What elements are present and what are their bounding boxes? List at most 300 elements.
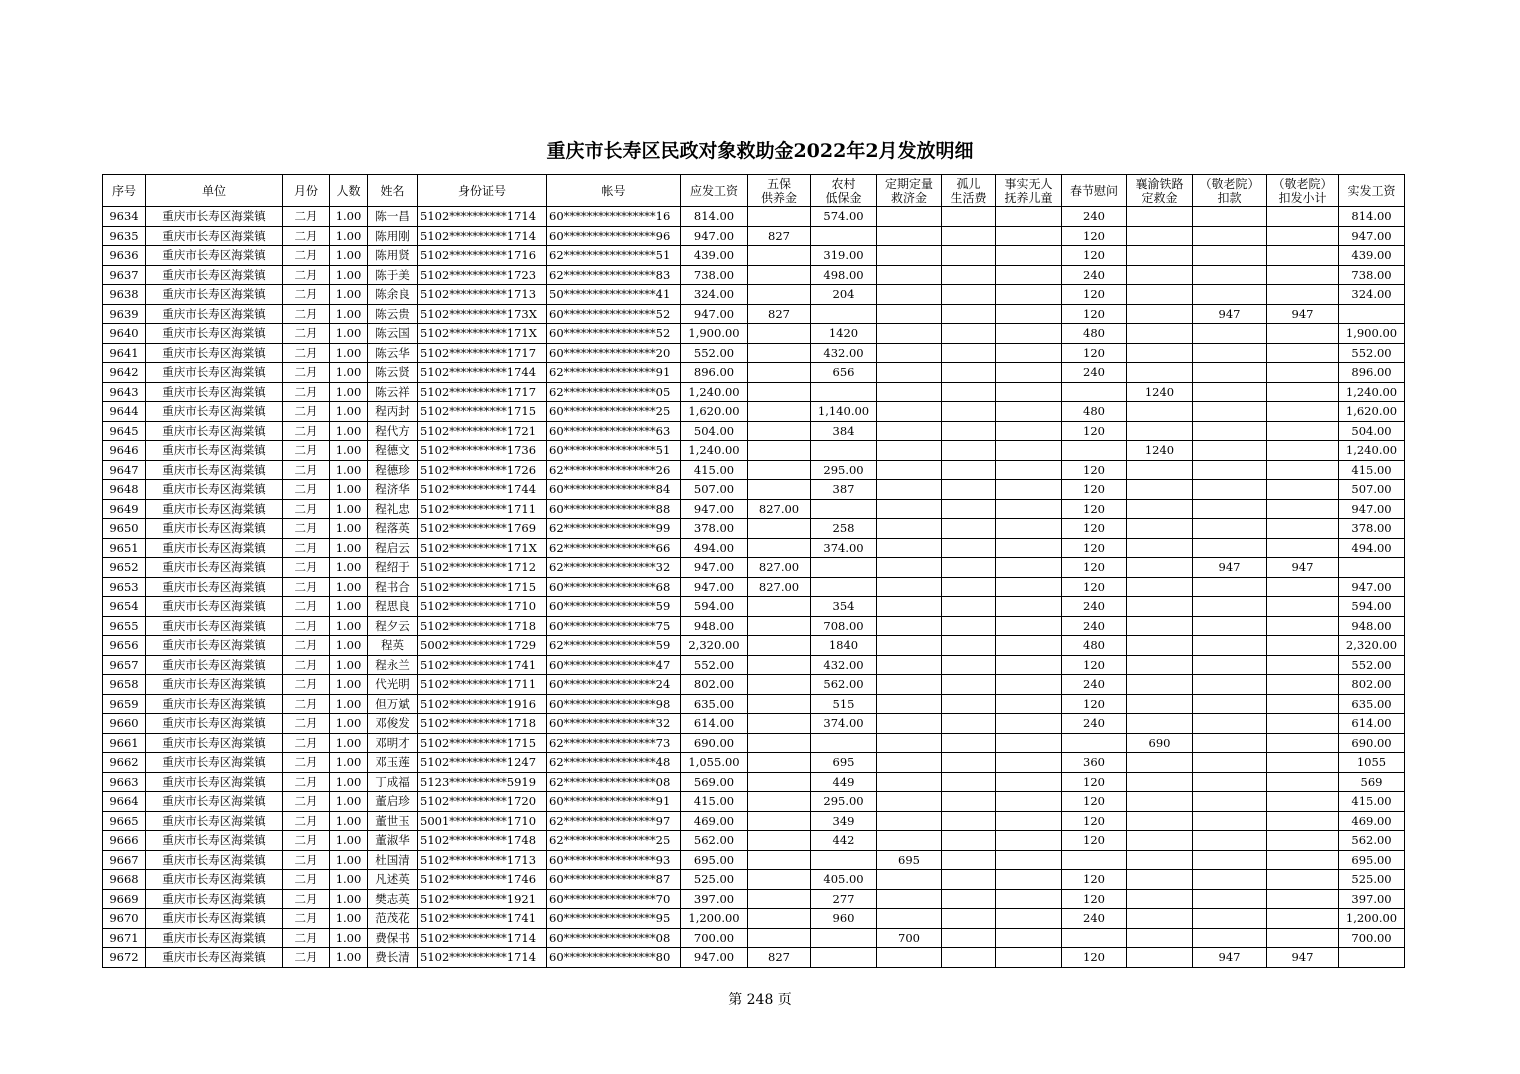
table-cell: 1.00 — [330, 499, 368, 519]
table-row — [103, 928, 1405, 948]
table-row — [103, 382, 1405, 402]
table-cell: 二月 — [283, 480, 330, 500]
table-cell — [942, 460, 996, 480]
table-cell — [1062, 382, 1127, 402]
table-cell — [748, 363, 811, 383]
table-cell: 387 — [811, 480, 877, 500]
table-cell — [748, 889, 811, 909]
table-cell: 415.00 — [681, 792, 748, 812]
table-cell: 重庆市长寿区海棠镇 — [146, 207, 283, 227]
table-cell: 60****************87 — [547, 870, 681, 890]
table-cell — [748, 421, 811, 441]
table-cell: 5102**********1748 — [418, 831, 547, 851]
table-cell: 5102**********1717 — [418, 382, 547, 402]
table-cell: 重庆市长寿区海棠镇 — [146, 811, 283, 831]
table-cell — [942, 499, 996, 519]
table-cell — [996, 343, 1062, 363]
table-row — [103, 733, 1405, 753]
table-cell: 1055 — [1339, 753, 1405, 773]
table-cell: 二月 — [283, 753, 330, 773]
table-row — [103, 831, 1405, 851]
table-row — [103, 792, 1405, 812]
column-header: 农村 低保金 — [811, 175, 877, 207]
table-cell: 1.00 — [330, 753, 368, 773]
table-cell: 9660 — [103, 714, 146, 734]
table-cell: 程绍于 — [368, 558, 418, 578]
table-cell: 9654 — [103, 597, 146, 617]
table-cell: 9636 — [103, 246, 146, 266]
table-cell — [1193, 675, 1267, 695]
table-cell: 60****************59 — [547, 597, 681, 617]
table-cell: 代光明 — [368, 675, 418, 695]
table-cell: 重庆市长寿区海棠镇 — [146, 558, 283, 578]
table-cell — [1127, 792, 1193, 812]
table-cell: 2,320.00 — [1339, 636, 1405, 656]
table-cell — [1267, 733, 1339, 753]
table-cell: 120 — [1062, 889, 1127, 909]
table-cell: 449 — [811, 772, 877, 792]
table-cell: 120 — [1062, 304, 1127, 324]
table-row — [103, 226, 1405, 246]
table-cell: 二月 — [283, 499, 330, 519]
table-cell: 重庆市长寿区海棠镇 — [146, 499, 283, 519]
table-row — [103, 889, 1405, 909]
table-cell: 陈云国 — [368, 324, 418, 344]
table-cell — [996, 304, 1062, 324]
table-header-row — [103, 175, 1405, 207]
column-header: 实发工资 — [1339, 175, 1405, 207]
table-cell: 60****************75 — [547, 616, 681, 636]
table-cell: 陈余良 — [368, 285, 418, 305]
table-cell: 349 — [811, 811, 877, 831]
table-cell — [1127, 343, 1193, 363]
table-row — [103, 909, 1405, 929]
table-cell: 凡述英 — [368, 870, 418, 890]
table-cell — [1193, 616, 1267, 636]
table-cell: 319.00 — [811, 246, 877, 266]
table-cell — [942, 421, 996, 441]
table-cell: 614.00 — [681, 714, 748, 734]
table-cell — [748, 207, 811, 227]
table-cell: 442 — [811, 831, 877, 851]
table-cell: 1.00 — [330, 519, 368, 539]
table-cell: 9665 — [103, 811, 146, 831]
table-cell — [1193, 577, 1267, 597]
table-cell — [942, 928, 996, 948]
table-cell: 60****************91 — [547, 792, 681, 812]
table-cell: 二月 — [283, 363, 330, 383]
table-cell: 60****************16 — [547, 207, 681, 227]
table-cell — [877, 714, 942, 734]
table-cell: 60****************70 — [547, 889, 681, 909]
table-cell — [1267, 792, 1339, 812]
table-cell: 5102**********1736 — [418, 441, 547, 461]
table-cell: 947.00 — [1339, 226, 1405, 246]
column-header: （敬老院） 扣发小计 — [1267, 175, 1339, 207]
table-cell — [1127, 772, 1193, 792]
table-cell — [1193, 402, 1267, 422]
table-cell: 5102**********1916 — [418, 694, 547, 714]
table-cell: 515 — [811, 694, 877, 714]
table-cell: 397.00 — [1339, 889, 1405, 909]
table-cell: 120 — [1062, 831, 1127, 851]
table-cell: 5102**********1713 — [418, 285, 547, 305]
table-cell — [1267, 207, 1339, 227]
table-cell: 5102**********1769 — [418, 519, 547, 539]
table-cell: 947.00 — [681, 499, 748, 519]
table-cell — [877, 577, 942, 597]
table-cell: 二月 — [283, 285, 330, 305]
table-cell: 二月 — [283, 343, 330, 363]
table-cell — [996, 421, 1062, 441]
table-cell — [877, 402, 942, 422]
table-row — [103, 870, 1405, 890]
table-cell — [877, 616, 942, 636]
table-cell: 1.00 — [330, 870, 368, 890]
table-cell — [996, 675, 1062, 695]
table-cell — [1267, 460, 1339, 480]
table-cell: 重庆市长寿区海棠镇 — [146, 655, 283, 675]
relief-payment-table — [102, 174, 1405, 968]
table-cell: 120 — [1062, 226, 1127, 246]
table-cell: 1.00 — [330, 343, 368, 363]
table-cell: 62****************26 — [547, 460, 681, 480]
table-cell — [1193, 655, 1267, 675]
table-cell: 二月 — [283, 714, 330, 734]
table-cell — [942, 265, 996, 285]
table-cell: 947.00 — [1339, 499, 1405, 519]
table-cell — [748, 382, 811, 402]
table-cell — [1267, 850, 1339, 870]
table-cell — [1267, 538, 1339, 558]
table-cell: 5102**********1710 — [418, 597, 547, 617]
table-cell: 二月 — [283, 948, 330, 968]
table-cell — [1193, 363, 1267, 383]
table-row — [103, 304, 1405, 324]
table-cell — [1127, 597, 1193, 617]
table-cell: 240 — [1062, 909, 1127, 929]
table-cell: 9634 — [103, 207, 146, 227]
table-cell — [1127, 948, 1193, 968]
table-cell: 9659 — [103, 694, 146, 714]
table-cell — [942, 792, 996, 812]
column-header: 孤儿 生活费 — [942, 175, 996, 207]
table-cell: 费长清 — [368, 948, 418, 968]
table-row — [103, 655, 1405, 675]
table-cell: 594.00 — [681, 597, 748, 617]
table-cell — [811, 226, 877, 246]
table-cell: 9652 — [103, 558, 146, 578]
table-row — [103, 948, 1405, 968]
table-cell: 240 — [1062, 675, 1127, 695]
table-cell: 二月 — [283, 636, 330, 656]
table-cell — [748, 480, 811, 500]
table-cell: 重庆市长寿区海棠镇 — [146, 324, 283, 344]
table-cell — [877, 558, 942, 578]
table-cell: 9671 — [103, 928, 146, 948]
table-cell — [748, 519, 811, 539]
table-cell: 5102**********1723 — [418, 265, 547, 285]
table-cell — [1267, 616, 1339, 636]
table-cell: 程永兰 — [368, 655, 418, 675]
table-cell: 5002**********1729 — [418, 636, 547, 656]
table-cell — [942, 538, 996, 558]
table-row — [103, 402, 1405, 422]
table-cell: 重庆市长寿区海棠镇 — [146, 226, 283, 246]
table-cell: 1.00 — [330, 324, 368, 344]
table-cell: 700 — [877, 928, 942, 948]
table-cell — [1193, 772, 1267, 792]
table-cell: 二月 — [283, 226, 330, 246]
table-cell — [748, 694, 811, 714]
table-cell — [942, 402, 996, 422]
table-cell — [942, 616, 996, 636]
table-cell: 896.00 — [681, 363, 748, 383]
table-cell — [1267, 402, 1339, 422]
table-cell — [942, 733, 996, 753]
table-cell: 9646 — [103, 441, 146, 461]
table-cell — [996, 246, 1062, 266]
table-cell — [877, 636, 942, 656]
table-cell: 重庆市长寿区海棠镇 — [146, 538, 283, 558]
table-cell: 695 — [877, 850, 942, 870]
table-cell: 程礼忠 — [368, 499, 418, 519]
table-cell: 240 — [1062, 597, 1127, 617]
table-cell: 费保书 — [368, 928, 418, 948]
table-cell: 120 — [1062, 870, 1127, 890]
table-cell: 1.00 — [330, 441, 368, 461]
table-cell: 469.00 — [1339, 811, 1405, 831]
table-cell: 562.00 — [681, 831, 748, 851]
table-cell — [942, 870, 996, 890]
table-cell: 635.00 — [681, 694, 748, 714]
table-cell: 1,140.00 — [811, 402, 877, 422]
table-cell: 120 — [1062, 694, 1127, 714]
table-cell — [1127, 870, 1193, 890]
table-cell: 5102**********1744 — [418, 480, 547, 500]
table-cell: 62****************66 — [547, 538, 681, 558]
table-cell — [996, 226, 1062, 246]
table-cell — [1193, 519, 1267, 539]
table-cell — [942, 675, 996, 695]
table-cell: 947.00 — [681, 577, 748, 597]
table-row — [103, 636, 1405, 656]
table-cell — [877, 226, 942, 246]
table-cell — [996, 948, 1062, 968]
table-cell — [1127, 577, 1193, 597]
table-cell — [942, 207, 996, 227]
table-cell — [1193, 636, 1267, 656]
table-cell: 120 — [1062, 480, 1127, 500]
table-cell: 60****************20 — [547, 343, 681, 363]
table-cell — [942, 382, 996, 402]
table-cell — [1267, 870, 1339, 890]
table-cell: 60****************52 — [547, 304, 681, 324]
table-cell — [1267, 324, 1339, 344]
table-cell: 614.00 — [1339, 714, 1405, 734]
table-cell: 62****************91 — [547, 363, 681, 383]
table-cell: 562.00 — [811, 675, 877, 695]
table-cell: 5102**********1718 — [418, 714, 547, 734]
table-cell — [877, 519, 942, 539]
table-cell: 重庆市长寿区海棠镇 — [146, 694, 283, 714]
table-cell: 120 — [1062, 246, 1127, 266]
table-cell — [748, 733, 811, 753]
table-cell: 947.00 — [681, 558, 748, 578]
table-row — [103, 343, 1405, 363]
table-cell: 60****************80 — [547, 948, 681, 968]
table-row — [103, 285, 1405, 305]
table-cell: 120 — [1062, 558, 1127, 578]
table-cell: 62****************73 — [547, 733, 681, 753]
table-cell: 552.00 — [1339, 655, 1405, 675]
column-header: 襄渝铁路 定救金 — [1127, 175, 1193, 207]
table-cell: 1.00 — [330, 421, 368, 441]
table-cell: 240 — [1062, 207, 1127, 227]
table-cell: 重庆市长寿区海棠镇 — [146, 265, 283, 285]
page-title: 重庆市长寿区民政对象救助金2022年2月发放明细 — [546, 140, 974, 162]
table-cell: 947 — [1193, 558, 1267, 578]
table-cell: 1420 — [811, 324, 877, 344]
table-cell: 二月 — [283, 928, 330, 948]
table-cell — [1127, 304, 1193, 324]
table-cell — [1127, 480, 1193, 500]
table-cell — [1127, 421, 1193, 441]
table-cell — [811, 928, 877, 948]
table-cell — [1267, 655, 1339, 675]
table-cell — [1127, 519, 1193, 539]
table-cell: 947 — [1193, 948, 1267, 968]
table-cell — [1193, 285, 1267, 305]
table-cell: 62****************59 — [547, 636, 681, 656]
table-cell: 1.00 — [330, 363, 368, 383]
table-cell — [1339, 558, 1405, 578]
table-cell — [942, 480, 996, 500]
table-cell: 1.00 — [330, 246, 368, 266]
table-cell: 60****************24 — [547, 675, 681, 695]
table-cell: 9664 — [103, 792, 146, 812]
table-cell — [1127, 753, 1193, 773]
table-cell: 700.00 — [1339, 928, 1405, 948]
column-header: 姓名 — [368, 175, 418, 207]
table-cell: 1,900.00 — [681, 324, 748, 344]
table-cell: 1.00 — [330, 655, 368, 675]
table-body — [103, 207, 1405, 968]
table-cell: 二月 — [283, 207, 330, 227]
table-cell: 814.00 — [681, 207, 748, 227]
table-cell: 405.00 — [811, 870, 877, 890]
table-cell — [996, 850, 1062, 870]
table-cell: 5102**********1721 — [418, 421, 547, 441]
table-cell: 896.00 — [1339, 363, 1405, 383]
table-row — [103, 558, 1405, 578]
table-cell: 程丙封 — [368, 402, 418, 422]
table-cell: 9668 — [103, 870, 146, 890]
table-cell — [877, 675, 942, 695]
table-cell: 程落英 — [368, 519, 418, 539]
table-cell — [1127, 538, 1193, 558]
table-cell — [942, 753, 996, 773]
table-cell: 60****************96 — [547, 226, 681, 246]
table-cell — [811, 850, 877, 870]
table-cell: 947 — [1267, 948, 1339, 968]
table-cell: 重庆市长寿区海棠镇 — [146, 519, 283, 539]
table-cell: 二月 — [283, 675, 330, 695]
table-cell: 415.00 — [1339, 792, 1405, 812]
table-cell: 324.00 — [1339, 285, 1405, 305]
table-cell: 9657 — [103, 655, 146, 675]
table-cell: 二月 — [283, 889, 330, 909]
table-cell: 295.00 — [811, 792, 877, 812]
table-cell: 439.00 — [1339, 246, 1405, 266]
table-cell: 二月 — [283, 558, 330, 578]
table-cell: 1.00 — [330, 285, 368, 305]
table-cell — [748, 792, 811, 812]
table-cell: 60****************84 — [547, 480, 681, 500]
table-cell: 二月 — [283, 441, 330, 461]
table-cell — [1267, 343, 1339, 363]
table-cell — [942, 246, 996, 266]
table-cell — [942, 577, 996, 597]
table-cell — [1127, 285, 1193, 305]
table-cell: 708.00 — [811, 616, 877, 636]
table-cell: 700.00 — [681, 928, 748, 948]
table-cell: 重庆市长寿区海棠镇 — [146, 792, 283, 812]
table-cell: 415.00 — [681, 460, 748, 480]
table-cell: 二月 — [283, 870, 330, 890]
table-cell — [877, 538, 942, 558]
table-cell: 120 — [1062, 772, 1127, 792]
table-cell: 60****************98 — [547, 694, 681, 714]
table-cell — [1267, 772, 1339, 792]
table-cell: 二月 — [283, 402, 330, 422]
table-cell — [877, 694, 942, 714]
table-cell: 1.00 — [330, 597, 368, 617]
table-cell: 9637 — [103, 265, 146, 285]
table-cell: 二月 — [283, 831, 330, 851]
table-cell — [1267, 421, 1339, 441]
table-cell — [1267, 811, 1339, 831]
table-cell — [1127, 636, 1193, 656]
table-cell — [877, 772, 942, 792]
table-row — [103, 324, 1405, 344]
table-row — [103, 772, 1405, 792]
table-cell — [996, 577, 1062, 597]
table-cell — [942, 343, 996, 363]
table-cell: 陈用刚 — [368, 226, 418, 246]
table-cell: 1.00 — [330, 850, 368, 870]
table-cell: 1.00 — [330, 402, 368, 422]
table-cell: 9653 — [103, 577, 146, 597]
table-cell — [1193, 733, 1267, 753]
table-cell: 5123**********5919 — [418, 772, 547, 792]
table-cell: 二月 — [283, 655, 330, 675]
table-cell: 507.00 — [1339, 480, 1405, 500]
table-cell: 1,620.00 — [1339, 402, 1405, 422]
table-cell: 重庆市长寿区海棠镇 — [146, 772, 283, 792]
table-cell: 程济华 — [368, 480, 418, 500]
table-cell — [996, 889, 1062, 909]
table-cell — [942, 948, 996, 968]
table-row — [103, 616, 1405, 636]
table-row — [103, 246, 1405, 266]
column-header: 人数 — [330, 175, 368, 207]
table-cell: 1.00 — [330, 811, 368, 831]
table-row — [103, 499, 1405, 519]
table-cell: 525.00 — [681, 870, 748, 890]
table-cell: 邓俊发 — [368, 714, 418, 734]
table-cell — [748, 714, 811, 734]
